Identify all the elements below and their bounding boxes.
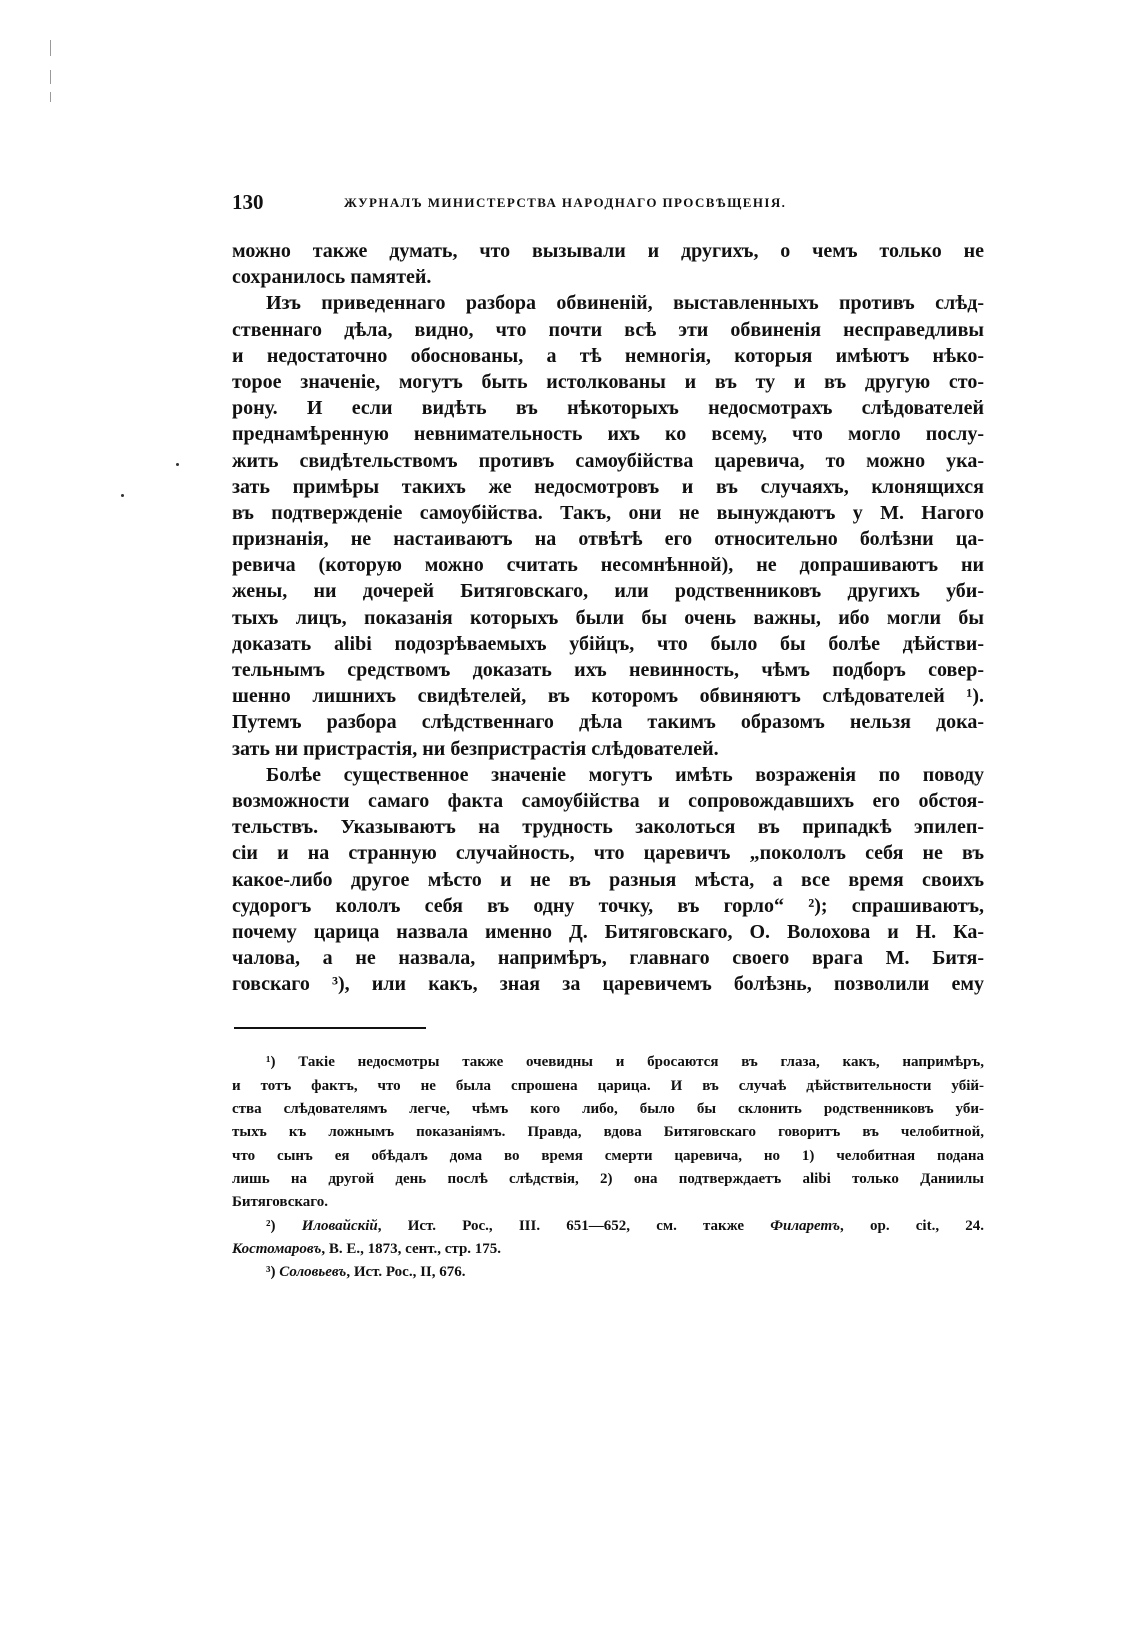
footnote-2-text-1: , Ист. Рос., III. 651—652, см. также — [377, 1217, 745, 1234]
text-line: почему царица назвала именно Д. Битяговскаго, О. Волохова и Н. Ка- — [232, 920, 984, 943]
scan-artifact — [50, 70, 51, 84]
footnote-1-line: ства слѣдователямъ легче, чѣмъ кого либо, было бы склонить родственниковъ уби- — [232, 1101, 984, 1118]
scan-artifact — [176, 463, 179, 466]
running-head — [232, 190, 984, 230]
text-line: жены, ни дочерей Битяговскаго, или родственниковъ другихъ уби- — [232, 580, 984, 603]
text-line: какое-либо другое мѣсто и не въ разныя мѣста, а все время своихъ — [232, 868, 984, 891]
text-line: признанія, не настаиваютъ на отвѣтѣ его относительно болѣзни ца- — [232, 528, 984, 551]
footnote-1-line: ¹) Такіе недосмотры также очевидны и бросаются въ глаза, какъ, напримѣръ, — [266, 1054, 984, 1071]
text-line: преднамѣренную невнимательность ихъ ко всему, что могло послу- — [232, 423, 984, 446]
text-line: Изъ приведеннаго разбора обвиненій, выставленныхъ противъ слѣд- — [266, 292, 984, 315]
footnote-3-author: Соловьевъ — [279, 1264, 347, 1281]
text-line: Путемъ разбора слѣдственнаго дѣла такимъ образомъ нельзя дока- — [232, 711, 984, 734]
scan-artifact — [50, 92, 51, 102]
text-line: и недостаточно обоснованы, а тѣ немногія, которыя имѣютъ нѣко- — [232, 344, 984, 367]
text-line: въ подтвержденіе самоубійства. Такъ, они не вынуждаютъ у М. Нагого — [232, 501, 984, 524]
body-text — [232, 238, 984, 997]
text-line: Болѣе существенное значеніе могутъ имѣть возраженія по поводу — [266, 763, 984, 786]
text-line: доказать alibi подозрѣваемыхъ убійцъ, что было бы болѣе дѣйстви- — [232, 632, 984, 655]
text-line: зать ни пристрастія, ни безпристрастія слѣдователей. — [232, 737, 719, 760]
footnote-3-marker: ³) — [266, 1264, 276, 1281]
scan-artifact — [121, 494, 124, 497]
text-line: возможности самаго факта самоубійства и сопровождавшихъ его обстоя- — [232, 789, 984, 812]
footnote-1-line: Битяговскаго. — [232, 1194, 328, 1211]
text-line: ревича (которую можно считать несомнѣнной), не допрашиваютъ ни — [232, 554, 984, 577]
footnote-3-text: , Ист. Рос., II, 676. — [346, 1264, 466, 1281]
footnote-3 — [232, 1261, 984, 1284]
text-line: говскаго ³), или какъ, зная за царевичемъ болѣзнь, позволили ему — [232, 973, 984, 996]
footnote-2-text-3: , В. Е., 1873, сент., стр. 175. — [321, 1240, 502, 1257]
text-line: сохранилось памятей. — [232, 266, 432, 289]
text-line: судорогъ кололъ себя въ одну точку, въ горло“ ²); спрашиваютъ, — [232, 894, 984, 917]
text-line: тельствъ. Указываютъ на трудность заколоться въ припадкѣ эпилеп- — [232, 816, 984, 839]
journal-title: ЖУРНАЛЪ МИНИСТЕРСТВА НАРОДНАГО ПРОСВѢЩЕНІЯ. — [344, 195, 787, 210]
text-line: чалова, а не назвала, напримѣръ, главнаго своего врага М. Битя- — [232, 947, 984, 970]
footnote-1-line: и тотъ фактъ, что не была спрошена царица. И въ случаѣ дѣйствительности убій- — [232, 1077, 984, 1094]
footnote-2-text-2: , op. cit., 24. — [840, 1217, 984, 1234]
text-line: жить свидѣтельствомъ противъ самоубійства царевича, то можно ука- — [232, 449, 984, 472]
footnote-2-line-1 — [232, 1215, 984, 1238]
footnote-rule — [234, 1027, 426, 1029]
text-line: можно также думать, что вызывали и другихъ, о чемъ только не — [232, 240, 984, 262]
footnote-2-marker: ²) — [266, 1217, 276, 1234]
text-line: шенно лишнихъ свидѣтелей, въ которомъ обвиняютъ слѣдователей ¹). — [232, 685, 984, 708]
text-line: тельнымъ средствомъ доказать ихъ невинность, чѣмъ подборъ совер- — [232, 659, 984, 681]
scan-artifact — [50, 40, 51, 56]
footnote-2-author-3: Костомаровъ — [232, 1240, 322, 1257]
footnote-2-author-2: Филаретъ — [770, 1217, 841, 1234]
text-line: ственнаго дѣла, видно, что почти всѣ эти обвиненія несправедливы — [232, 318, 984, 341]
footnote-1-line: что сынъ ея обѣдалъ дома во время смерти царевича, но 1) челобитная подана — [232, 1147, 984, 1164]
footnote-1-line: лишь на другой день послѣ слѣдствія, 2) она подтверждаетъ alibi только Даниилы — [232, 1170, 984, 1187]
book-page — [232, 190, 984, 1284]
text-line: рону. И если видѣть въ нѣкоторыхъ недосмотрахъ слѣдователей — [232, 397, 984, 420]
text-line: тыхъ лицъ, показанія которыхъ были бы очень важны, ибо могли бы — [232, 606, 984, 629]
footnote-1 — [232, 1051, 984, 1214]
text-line: сіи и на странную случайность, что царевичъ „покололъ себя не въ — [232, 842, 984, 865]
text-line: торое значеніе, могутъ быть истолкованы и въ ту и въ другую сто- — [232, 370, 984, 393]
page-number: 130 — [232, 190, 264, 214]
text-line: зать примѣры такихъ же недосмотровъ и въ случаяхъ, клонящихся — [232, 475, 984, 498]
footnote-2-line-2 — [232, 1238, 984, 1261]
footnotes — [232, 1051, 984, 1284]
footnote-1-line: тыхъ къ ложнымъ показаніямъ. Правда, вдова Битяговскаго говоритъ въ челобитной, — [232, 1124, 984, 1141]
footnote-2-author-1: Иловайскій — [301, 1217, 378, 1234]
